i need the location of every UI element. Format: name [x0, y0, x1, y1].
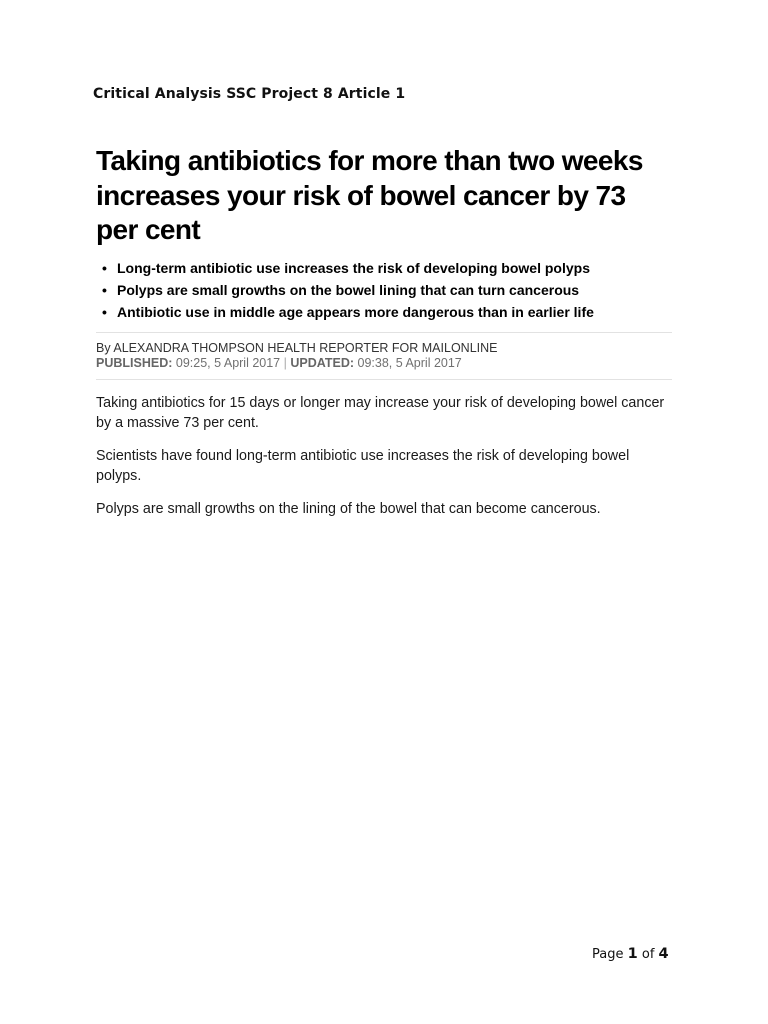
body-paragraph: Polyps are small growths on the lining of the bowel that can become cancerous.: [96, 500, 601, 517]
summary-bullet: [96, 279, 672, 301]
published-label: PUBLISHED:: [96, 355, 173, 370]
of-word: of: [641, 947, 655, 962]
article-headline: Taking antibiotics for more than two weeks increases your risk of bowel cancer by 73 per cent: [96, 145, 643, 245]
summary-bullet-text: Polyps are small growths on the bowel lining that can turn cancerous: [117, 281, 580, 298]
publication-dates: [96, 356, 672, 371]
summary-bullet: [96, 301, 672, 323]
summary-bullet-text: Long-term antibiotic use increases the risk of developing bowel polyps: [117, 259, 590, 276]
author-byline: By ALEXANDRA THOMPSON HEALTH REPORTER FOR MAILONLINE: [96, 340, 498, 355]
article-body: [96, 393, 672, 519]
current-page-number: 1: [627, 946, 638, 962]
bullet-marker: •: [102, 281, 107, 298]
byline-block: [96, 333, 672, 379]
page-number-footer: [592, 946, 669, 962]
document-header: Critical Analysis SSC Project 8 Article 1: [93, 86, 406, 102]
article-clipping: [96, 144, 672, 519]
summary-bullet-list: [96, 257, 672, 323]
bullet-marker: •: [102, 303, 107, 320]
summary-bullet-text: Antibiotic use in middle age appears more dangerous than in earlier life: [117, 303, 594, 320]
bullet-marker: •: [102, 259, 107, 276]
body-paragraph: Scientists have found long-term antibiotic use increases the risk of developing bowel polyps.: [96, 447, 630, 484]
published-date: 09:25, 5 April 2017: [175, 355, 281, 370]
date-separator: |: [283, 355, 287, 370]
divider-bottom: [96, 379, 672, 380]
total-pages-number: 4: [658, 946, 669, 962]
summary-bullet: [96, 257, 672, 279]
page-word: Page: [592, 947, 624, 962]
updated-date: 09:38, 5 April 2017: [357, 355, 462, 370]
updated-label: UPDATED:: [290, 355, 355, 370]
body-paragraph: Taking antibiotics for 15 days or longer may increase your risk of developing bowel cancer by a massive 73 per cent.: [96, 394, 665, 431]
